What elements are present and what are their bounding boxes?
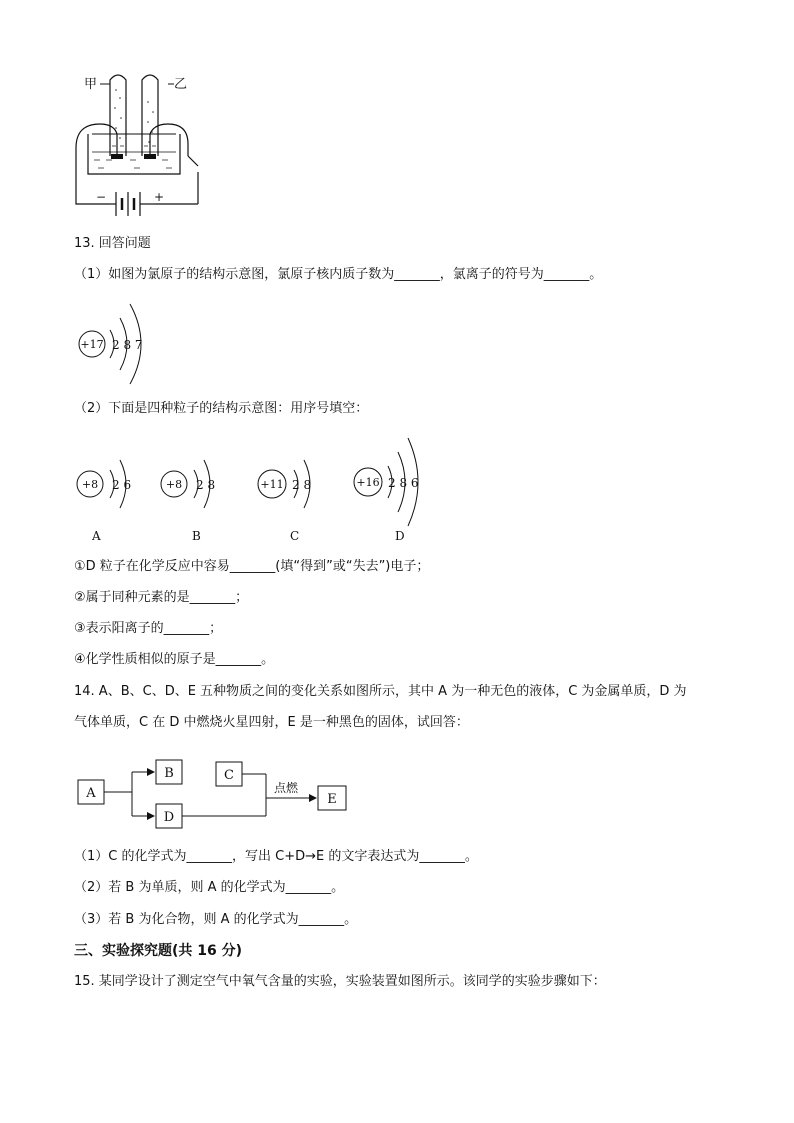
particle-a-letter: A <box>92 529 101 543</box>
cl-shells: 2 8 7 <box>112 338 143 352</box>
svg-text:B: B <box>164 766 174 781</box>
q13-sub3: ③表示阳离子的_______； <box>74 621 223 636</box>
svg-text:2 8 6: 2 8 6 <box>388 476 419 490</box>
q13-title: 13. 回答问题 <box>74 236 151 251</box>
q15-line1: 15. 某同学设计了测定空气中氧气含量的实验，实验装置如图所示。该同学的实验步骤如下： <box>74 974 606 989</box>
electrolysis-apparatus <box>70 68 210 218</box>
svg-text:2 8: 2 8 <box>292 478 312 492</box>
particle-d <box>354 438 419 543</box>
q14-sub2: （2）若 B 为单质，则 A 的化学式为_______。 <box>74 880 345 895</box>
q13-part1: （1）如图为氯原子的结构示意图，氯原子核内质子数为_______，氯离子的符号为_______。 <box>74 267 603 282</box>
svg-text:A: A <box>86 786 96 801</box>
q13-sub2: ②属于同种元素的是_______； <box>74 590 249 605</box>
reaction-flow-diagram <box>76 756 356 832</box>
particle-c-letter: C <box>290 529 300 543</box>
particle-b <box>161 460 215 543</box>
label-yi: 乙 <box>174 77 188 92</box>
section3-title: 三、实验探究题(共 16 分) <box>74 943 243 959</box>
battery-plus: + <box>154 190 165 204</box>
battery-minus: − <box>96 190 107 204</box>
label-jia: 甲 <box>84 77 98 92</box>
particle-c <box>258 460 311 543</box>
q13-sub4: ④化学性质相似的原子是_______。 <box>74 652 275 667</box>
svg-text:2 6: 2 6 <box>112 478 132 492</box>
q14-sub1: （1）C 的化学式为_______，写出 C+D→E 的文字表达式为_______。 <box>74 849 478 864</box>
svg-text:+8: +8 <box>81 478 99 491</box>
svg-text:D: D <box>163 810 175 825</box>
q13-sub1: ①D 粒子在化学反应中容易_______(填“得到”或“失去”)电子； <box>74 559 430 574</box>
q14-line1: 14. A、B、C、D、E 五种物质之间的变化关系如图所示，其中 A 为一种无色的液体，C 为金属单质，D 为 <box>74 684 687 699</box>
particle-a <box>77 460 131 543</box>
svg-text:C: C <box>224 768 234 783</box>
condition-ignite: 点燃 <box>274 781 299 795</box>
svg-text:+8: +8 <box>165 478 183 491</box>
q13-part2: （2）下面是四种粒子的结构示意图：用序号填空： <box>74 401 369 416</box>
chlorine-atom-diagram <box>76 296 166 392</box>
svg-text:E: E <box>327 792 337 807</box>
svg-text:+16: +16 <box>356 476 380 489</box>
particle-diagrams <box>70 428 450 548</box>
cl-nucleus: +17 <box>80 338 104 351</box>
particle-b-letter: B <box>192 529 201 543</box>
q14-line2: 气体单质，C 在 D 中燃烧火星四射，E 是一种黑色的固体，试回答： <box>74 715 469 730</box>
particle-d-letter: D <box>395 529 405 543</box>
svg-text:2 8: 2 8 <box>196 478 216 492</box>
q14-sub3: （3）若 B 为化合物，则 A 的化学式为_______。 <box>74 912 358 927</box>
svg-text:+11: +11 <box>260 478 284 491</box>
